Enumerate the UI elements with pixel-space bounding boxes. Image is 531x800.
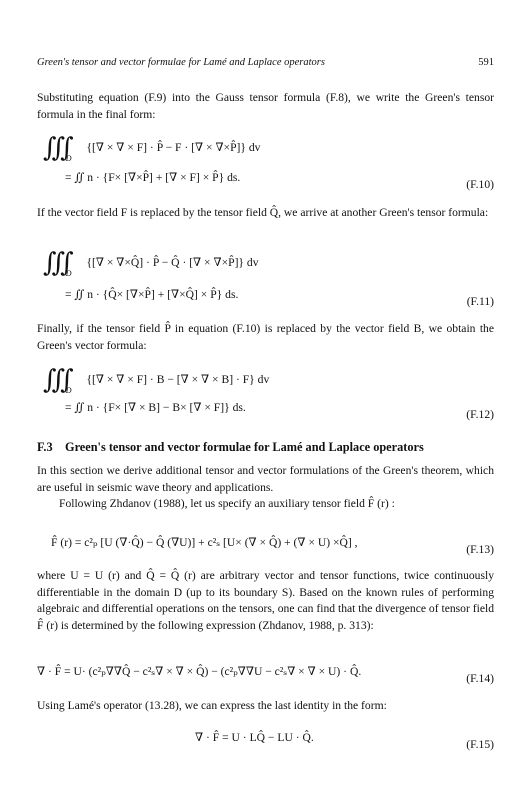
equation-f10-rhs: = ∬ n · {F× [∇×P̂] + [∇ × F] × P̂} ds. <box>65 171 241 184</box>
triple-integral-sign: ∭ <box>43 365 64 395</box>
paragraph-divergence: where U = U (r) and Q̂ = Q̂ (r) are arbitrary vector and tensor functions, twice continuously differentiable in the domain D (up to its boundary S). Based on the known rules of performing algebraic and differential operations on the tensors, one can find that the divergence of tensor field F̂ (r) is determined by the following expression (Zhdanov, 1988, p. 313): <box>37 569 494 632</box>
equation-label-f15: (F.15) <box>466 738 494 751</box>
equation-f10-line2 <box>37 170 494 200</box>
equation-f10-line1 <box>37 133 494 163</box>
section-title: Green's tensor and vector formulae for Lamé and Laplace operators <box>65 440 424 454</box>
equation-label-f10: (F.10) <box>466 178 494 191</box>
equation-f11-line1 <box>37 248 494 278</box>
equation-f15-body: ∇ · F̂ = U · LQ̂ − LU · Q̂. <box>195 731 314 744</box>
domain-label: D <box>65 153 72 163</box>
paragraph-section-intro: In this section we derive additional tensor and vector formulations of the Green's theorem, which are useful in seismic wave theory and applications. <box>37 464 494 494</box>
equation-label-f11: (F.11) <box>466 295 494 308</box>
domain-label: D <box>65 268 72 278</box>
equation-f14 <box>37 664 494 694</box>
paragraph-lame-operator: Using Lamé's operator (13.28), we can express the last identity in the form: <box>37 699 387 712</box>
equation-f12-rhs: = ∬ n · {F× [∇ × B] − B× [∇ × F]} ds. <box>65 401 246 414</box>
equation-f11-line2 <box>37 287 494 317</box>
page-number: 591 <box>478 57 494 68</box>
equation-f12-lhs: {[∇ × ∇ × F] · B − [∇ × ∇ × B] · F} dv <box>86 372 270 386</box>
equation-f15 <box>37 730 494 760</box>
equation-f13-body: F̂ (r) = c²ₚ [U (∇·Q̂) − Q̂ (∇U)] + c²ₛ [U× (∇ × Q̂) + (∇ × U) ×Q̂] , <box>51 536 358 549</box>
equation-f11-rhs: = ∬ n · {Q̂× [∇×P̂] + [∇×Q̂] × P̂} ds. <box>65 288 239 301</box>
paragraph-vector-field: Finally, if the tensor field P̂ in equation (F.10) is replaced by the vector field B, we obtain the Green's vector formula: <box>37 322 494 352</box>
triple-integral-sign: ∭ <box>43 133 64 163</box>
equation-f10-lhs: {[∇ × ∇ × F] · P̂ − F · [∇ × ∇×P̂]} dv <box>86 140 261 154</box>
section-heading <box>37 440 494 455</box>
running-header <box>37 57 494 73</box>
running-title: Green's tensor and vector formulae for Lamé and Laplace operators <box>37 57 325 68</box>
equation-f12-line2 <box>37 400 494 430</box>
domain-label: D <box>65 385 72 395</box>
paragraph-intro: Substituting equation (F.9) into the Gauss tensor formula (F.8), we write the Green's tensor formula in the final form: <box>37 91 494 121</box>
equation-f11-lhs: {[∇ × ∇×Q̂] · P̂ − Q̂ · [∇ × ∇×P̂]} dv <box>86 255 259 269</box>
paragraph-auxiliary-field: Following Zhdanov (1988), let us specify an auxiliary tensor field F̂ (r) : <box>59 497 395 510</box>
equation-f12-line1 <box>37 365 494 395</box>
paragraph-tensor-field: If the vector field F is replaced by the tensor field Q̂, we arrive at another Green's tensor formula: <box>37 206 489 219</box>
equation-f13 <box>37 535 494 565</box>
equation-label-f12: (F.12) <box>466 408 494 421</box>
equation-label-f14: (F.14) <box>466 672 494 685</box>
triple-integral-sign: ∭ <box>43 248 64 278</box>
section-number: F.3 <box>37 440 53 454</box>
equation-f14-body: ∇ · F̂ = U· (c²ₚ∇∇Q̂ − c²ₛ∇ × ∇ × Q̂) − (c²ₚ∇∇U − c²ₛ∇ × ∇ × U) · Q̂. <box>37 665 362 678</box>
equation-label-f13: (F.13) <box>466 543 494 556</box>
